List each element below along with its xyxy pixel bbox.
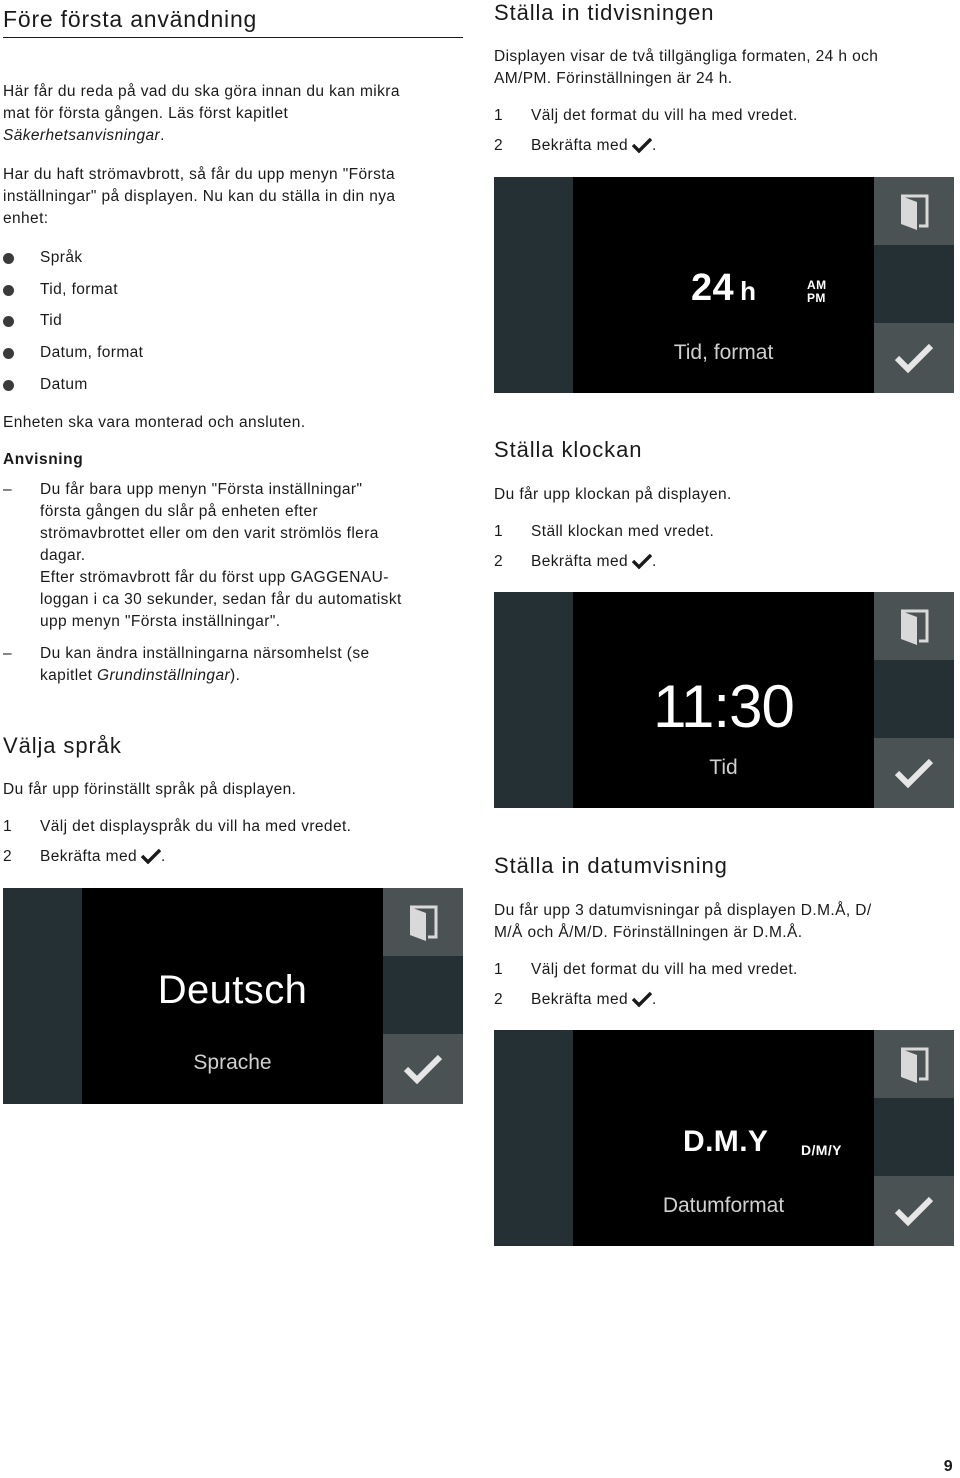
door-open-icon	[406, 903, 440, 941]
door-open-icon	[897, 1045, 931, 1083]
checkmark-icon	[632, 137, 652, 153]
date-heading: Ställa in datumvisning	[494, 853, 728, 878]
display-label: Tid, format	[673, 341, 774, 364]
checkmark-icon	[403, 1053, 443, 1085]
time-format-intro: Displayen visar de två tillgängliga formaten, 24 h och AM/PM. Förinställningen är 24 h.	[494, 48, 879, 87]
checkmark-icon	[632, 991, 652, 1007]
display-left-strip	[494, 592, 573, 808]
door-open-icon	[897, 192, 931, 230]
intro-paragraph: Här får du reda på vad du ska göra innan du kan mikra mat för första gången. Läs först kapitlet Säkerhetsanvisningar.	[3, 83, 400, 144]
display-label: Datumformat	[662, 1194, 785, 1217]
confirm-button[interactable]	[874, 738, 954, 808]
language-display	[3, 888, 463, 1104]
confirm-button[interactable]	[874, 323, 954, 393]
display-value: D.M.Y	[683, 1125, 769, 1158]
display-value: Deutsch	[157, 968, 308, 1012]
language-intro: Du får upp förinställt språk på displayen.	[3, 781, 297, 798]
bullet-icon	[3, 316, 14, 327]
bullet-icon	[3, 348, 14, 359]
language-heading: Välja språk	[3, 733, 122, 758]
door-button[interactable]	[874, 592, 954, 660]
display-screen	[573, 592, 874, 808]
basic-settings-ref: Grundinställningar	[97, 667, 231, 684]
clock-heading: Ställa klockan	[494, 437, 643, 462]
date-intro: Du får upp 3 datumvisningar på displayen D.M.Å, D/ M/Å och Å/M/D. Förinställningen är D.M.Å.	[494, 902, 872, 941]
mounted-text: Enheten ska vara monterad och ansluten.	[3, 414, 306, 431]
door-open-icon	[897, 607, 931, 645]
display-value: 24 h	[691, 267, 757, 309]
display-value: 11:30	[653, 673, 794, 740]
page-number: 9	[943, 1458, 953, 1475]
door-button[interactable]	[874, 177, 954, 245]
checkmark-icon	[894, 757, 934, 789]
display-alt-format: AM PM	[807, 278, 827, 305]
bullet-icon	[3, 380, 14, 391]
bullet-icon	[3, 253, 14, 264]
display-left-strip	[494, 177, 573, 393]
display-alt-format: D/M/Y	[801, 1142, 842, 1158]
door-button[interactable]	[383, 888, 463, 956]
display-left-strip	[3, 888, 82, 1104]
note-title: Anvisning	[3, 451, 84, 468]
checkmark-icon	[632, 553, 652, 569]
display-left-strip	[494, 1030, 573, 1246]
time-format-display	[494, 177, 954, 393]
display-label: Tid	[709, 756, 738, 779]
display-screen	[82, 888, 383, 1104]
display-screen	[573, 1030, 874, 1246]
display-screen	[573, 177, 874, 393]
confirm-button[interactable]	[874, 1176, 954, 1246]
checkmark-icon	[894, 342, 934, 374]
clock-intro: Du får upp klockan på displayen.	[494, 486, 732, 503]
time-format-heading: Ställa in tidvisningen	[494, 0, 715, 25]
checkmark-icon	[141, 848, 161, 864]
power-failure-paragraph: Har du haft strömavbrott, så får du upp menyn "Första inställningar" på displayen. Nu kan du ställa in din nya enhet:	[3, 166, 396, 227]
bullet-icon	[3, 285, 14, 296]
checkmark-icon	[894, 1195, 934, 1227]
title-rule	[3, 37, 463, 38]
page-title: Före första användning	[3, 6, 258, 32]
display-label: Sprache	[193, 1051, 272, 1074]
safety-chapter-ref: Säkerhetsanvisningar	[3, 127, 161, 144]
date-display	[494, 1030, 954, 1246]
confirm-button[interactable]	[383, 1034, 463, 1104]
door-button[interactable]	[874, 1030, 954, 1098]
clock-display	[494, 592, 954, 808]
